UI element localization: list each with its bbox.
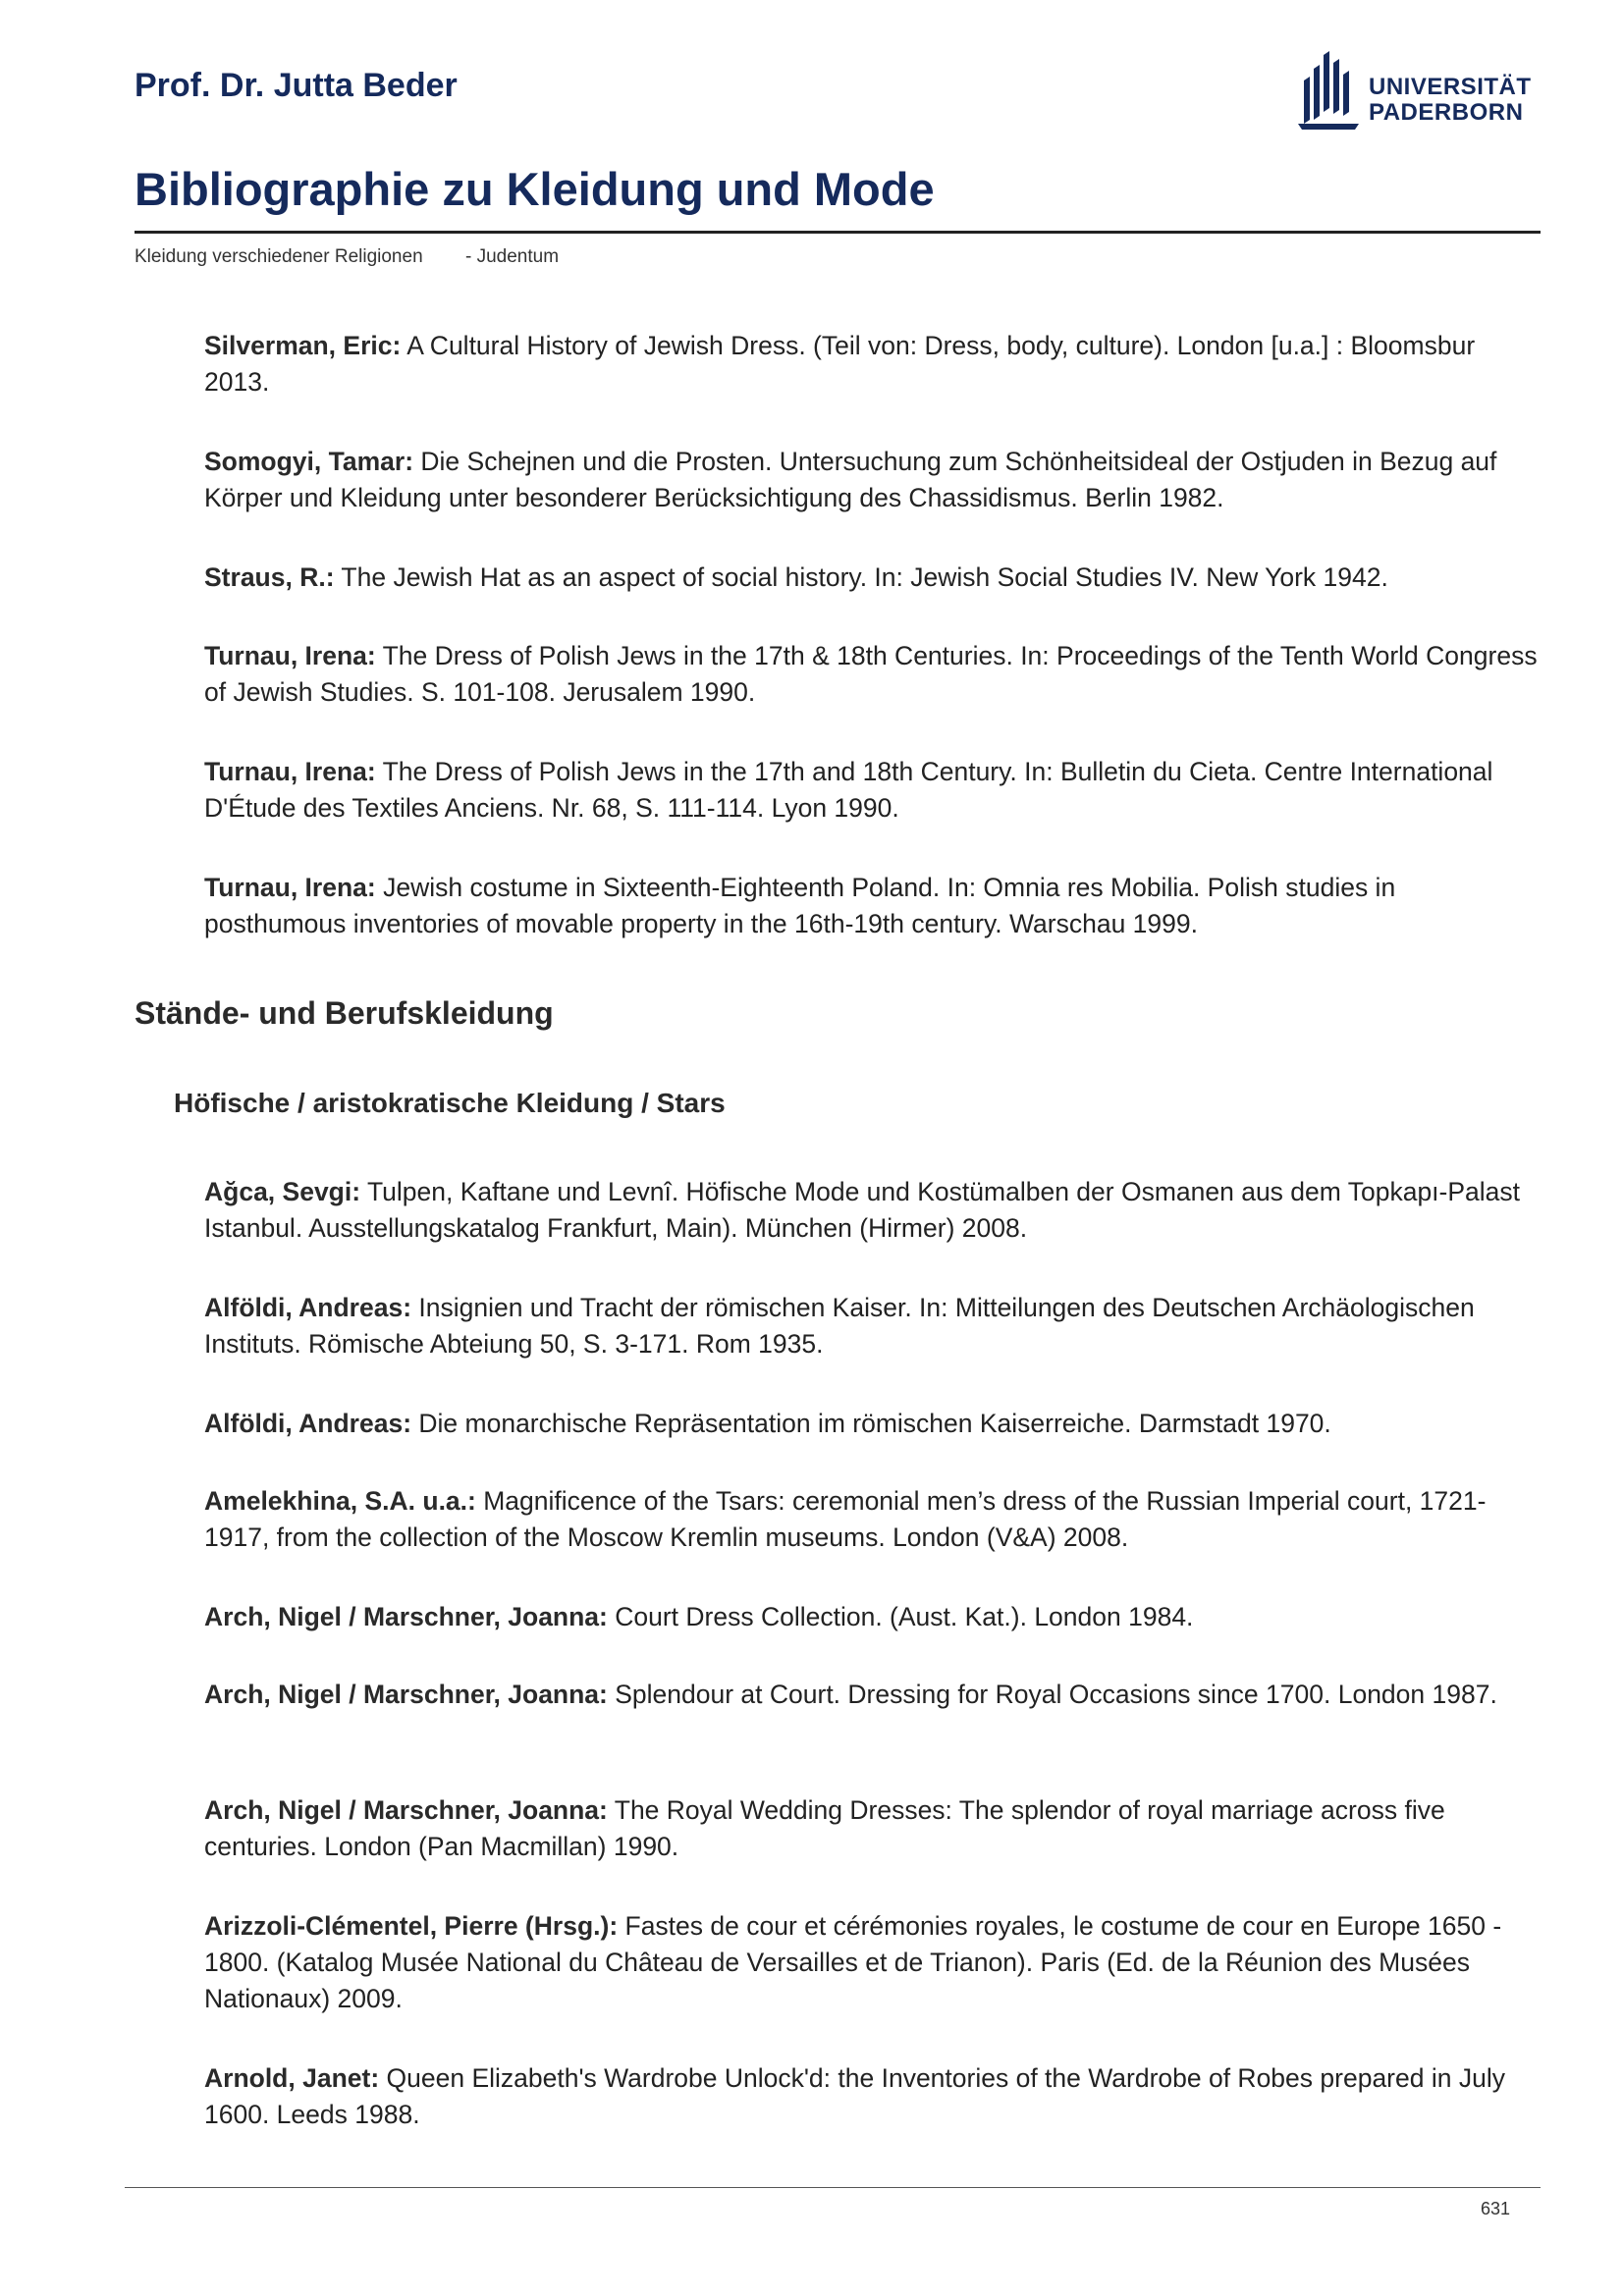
university-logo-icon [1294, 51, 1363, 130]
entry-author: Turnau, Irena: [204, 757, 376, 786]
entry-text: Die monarchische Repräsentation im römischen Kaiserreiche. Darmstadt 1970. [411, 1409, 1331, 1438]
entry-text: Insignien und Tracht der römischen Kaiser. In: Mitteilungen des Deutschen Archäologischen Instituts. Römische Abteiung 50, S. 3-171. Rom 1935. [204, 1293, 1475, 1359]
entry-author: Arch, Nigel / Marschner, Joanna: [204, 1602, 608, 1631]
entry-author: Alföldi, Andreas: [204, 1293, 412, 1322]
bibliography-entry [204, 2060, 1542, 2133]
entry-text: The Jewish Hat as an aspect of social history. In: Jewish Social Studies IV. New York 1942. [334, 562, 1388, 592]
bibliography-entry [204, 1174, 1542, 1247]
subsection-heading: Höfische / aristokratische Kleidung / Stars [174, 1088, 726, 1118]
entry-author: Alföldi, Andreas: [204, 1409, 412, 1438]
section-heading: Stände- und Berufskleidung [135, 995, 554, 1031]
entry-text: Queen Elizabeth's Wardrobe Unlock'd: the Inventories of the Wardrobe of Robes prepared in July 1600. Leeds 1988. [204, 2063, 1505, 2129]
bibliography-entry [204, 1908, 1542, 2017]
page-number: 631 [1481, 2199, 1511, 2218]
entry-author: Silverman, Eric: [204, 331, 402, 360]
entry-author: Turnau, Irena: [204, 641, 376, 670]
entry-author: Arch, Nigel / Marschner, Joanna: [204, 1795, 608, 1825]
entry-text: The Dress of Polish Jews in the 17th and 18th Century. In: Bulletin du Cieta. Centre International D'Étude des Textiles Anciens. Nr. 68, S. 111-114. Lyon 1990. [204, 757, 1493, 823]
bibliography-entry [204, 560, 1542, 596]
university-name [1369, 75, 1532, 126]
breadcrumb-category: Kleidung verschiedener Religionen [135, 246, 423, 267]
entry-text: The Royal Wedding Dresses: The splendor of royal marriage across five centuries. London (Pan Macmillan) 1990. [204, 1795, 1445, 1861]
bibliography-entry [204, 1677, 1542, 1713]
entry-text: Fastes de cour et cérémonies royales, le costume de cour en Europe 1650 - 1800. (Katalog Musée National du Château de Versailles et de Trianon). Paris (Ed. de la Réunion des Musées Nationaux) 2009. [204, 1911, 1502, 2013]
entry-text: The Dress of Polish Jews in the 17th & 18th Centuries. In: Proceedings of the Tenth World Congress of Jewish Studies. S. 101-108. Jerusalem 1990. [204, 641, 1538, 707]
entry-author: Somogyi, Tamar: [204, 447, 414, 476]
entry-author: Amelekhina, S.A. u.a.: [204, 1486, 476, 1516]
logo-line-2: PADERBORN [1369, 99, 1524, 126]
entry-author: Arnold, Janet: [204, 2063, 380, 2093]
entry-text: Tulpen, Kaftane und Levnî. Höfische Mode und Kostümalben der Osmanen aus dem Topkapı-Palast Istanbul. Ausstellungskatalog Frankfurt, Main). München (Hirmer) 2008. [204, 1177, 1521, 1243]
university-logo [1294, 51, 1530, 135]
bibliography-entry [204, 1290, 1542, 1362]
entry-author: Ağca, Sevgi: [204, 1177, 361, 1206]
bibliography-entry [204, 328, 1542, 400]
bibliography-entry [204, 638, 1542, 711]
bibliography-entry [204, 1792, 1542, 1865]
author-name: Prof. Dr. Jutta Beder [135, 67, 458, 104]
document-title: Bibliographie zu Kleidung und Mode [135, 163, 935, 215]
bibliography-entry [204, 1483, 1542, 1556]
entry-author: Arizzoli-Clémentel, Pierre (Hrsg.): [204, 1911, 619, 1941]
bibliography-entry [204, 1406, 1542, 1442]
header-divider [135, 231, 1541, 234]
bibliography-entry [204, 1599, 1542, 1635]
entry-author: Straus, R.: [204, 562, 335, 592]
entry-author: Turnau, Irena: [204, 873, 376, 902]
entry-text: A Cultural History of Jewish Dress. (Teil von: Dress, body, culture). London [u.a.] : Bloomsbur 2013. [204, 331, 1476, 397]
bibliography-entry [204, 754, 1542, 827]
footer-divider [125, 2187, 1541, 2188]
bibliography-entry [204, 870, 1542, 942]
entry-author: Arch, Nigel / Marschner, Joanna: [204, 1680, 608, 1709]
entry-text: Court Dress Collection. (Aust. Kat.). London 1984. [607, 1602, 1194, 1631]
bibliography-entry [204, 444, 1542, 516]
breadcrumb-subcategory: - Judentum [465, 246, 560, 267]
entry-text: Splendour at Court. Dressing for Royal Occasions since 1700. London 1987. [607, 1680, 1497, 1709]
logo-line-1: UNIVERSITÄT [1369, 74, 1532, 100]
entry-text: Jewish costume in Sixteenth-Eighteenth Poland. In: Omnia res Mobilia. Polish studies in posthumous inventories of movable property in the 16th-19th century. Warschau 1999. [204, 873, 1396, 938]
entry-text: Die Schejnen und die Prosten. Untersuchung zum Schönheitsideal der Ostjuden in Bezug auf Körper und Kleidung unter besonderer Berücksichtigung des Chassidismus. Berlin 1982. [204, 447, 1497, 512]
entry-text: Magnificence of the Tsars: ceremonial men’s dress of the Russian Imperial court, 1721-1917, from the collection of the Moscow Kremlin museums. London (V&A) 2008. [204, 1486, 1487, 1552]
